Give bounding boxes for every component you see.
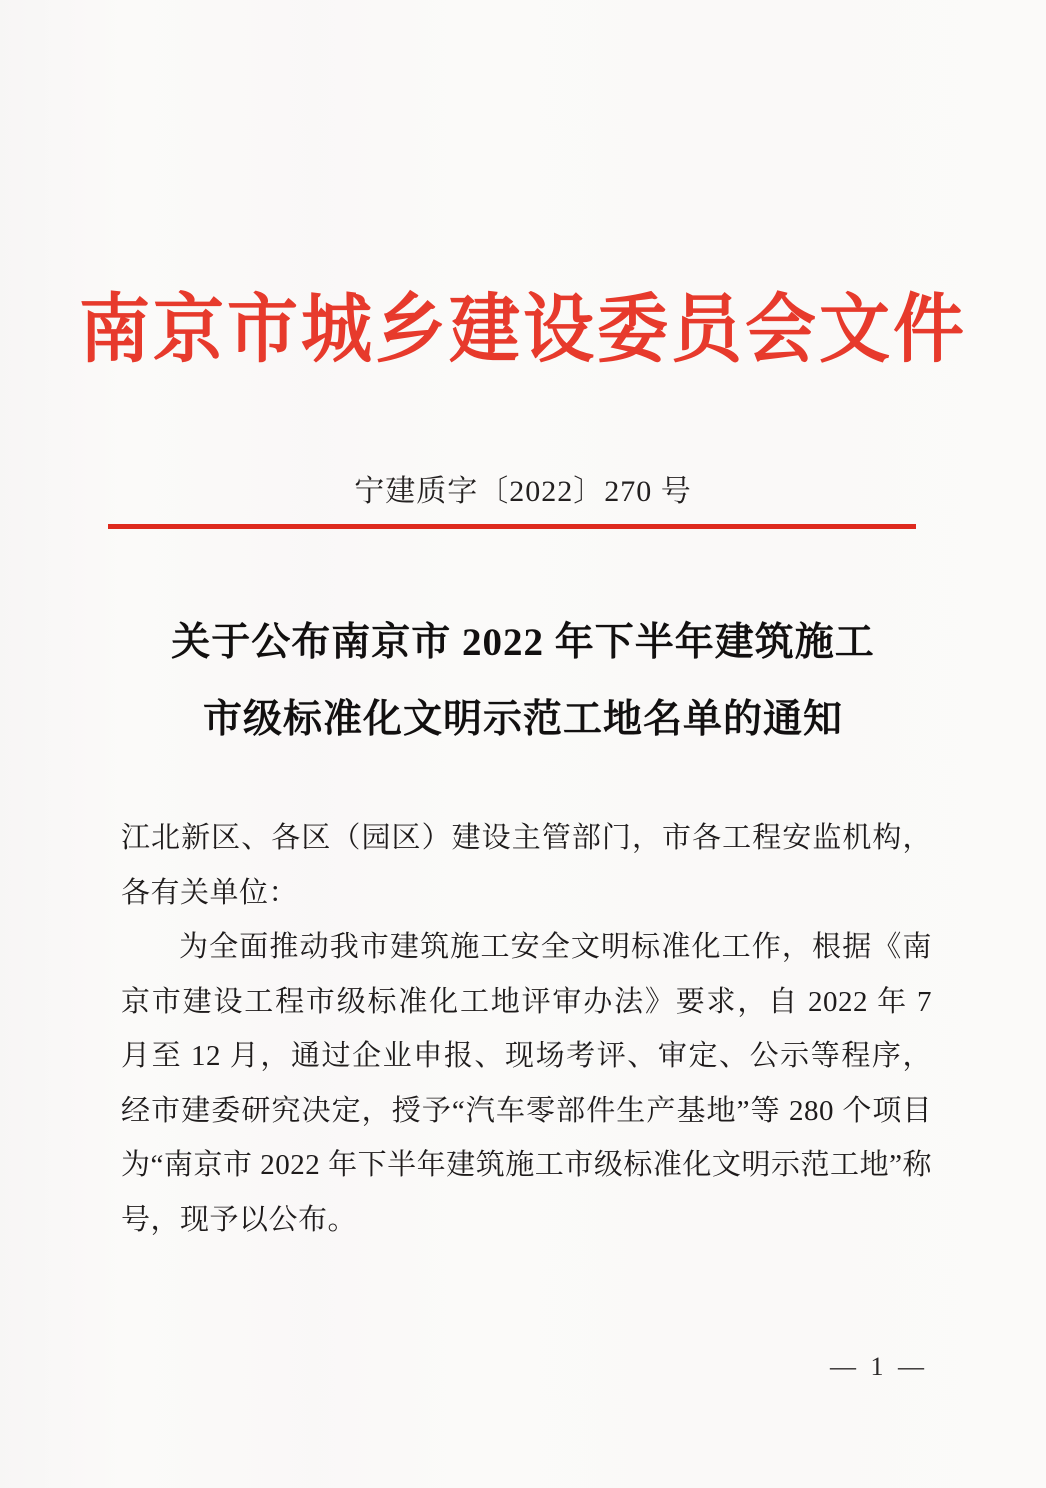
- notice-title-line-1: 关于公布南京市 2022 年下半年建筑施工: [171, 621, 875, 664]
- salutation-paragraph: 江北新区、各区（园区）建设主管部门，市各工程安监机构，各有关单位：: [121, 822, 932, 909]
- main-paragraph: 为全面推动我市建筑施工安全文明标准化工作，根据《南京市建设工程市级标准化工地评审办法》要求，自 2022 年 7 月至 12 月，通过企业申报、现场考评、审定、公示等程序，经市建委研究决定，授予“汽车零部件生产基地”等 280 个项目为“南京市 2022 年下半年建筑施工市级标准化文明示范工地”称号，现予以公布。: [121, 931, 932, 1236]
- notice-title-line-2: 市级标准化文明示范工地名单的通知: [202, 698, 843, 741]
- notice-body: [121, 811, 932, 1247]
- agency-header-title: 南京市城乡建设委员会文件: [78, 289, 967, 372]
- notice-title: [60, 604, 986, 758]
- red-divider-rule: [108, 524, 916, 529]
- page-number: — 1 —: [830, 1352, 928, 1381]
- document-number: 宁建质字〔2022〕270 号: [354, 475, 692, 508]
